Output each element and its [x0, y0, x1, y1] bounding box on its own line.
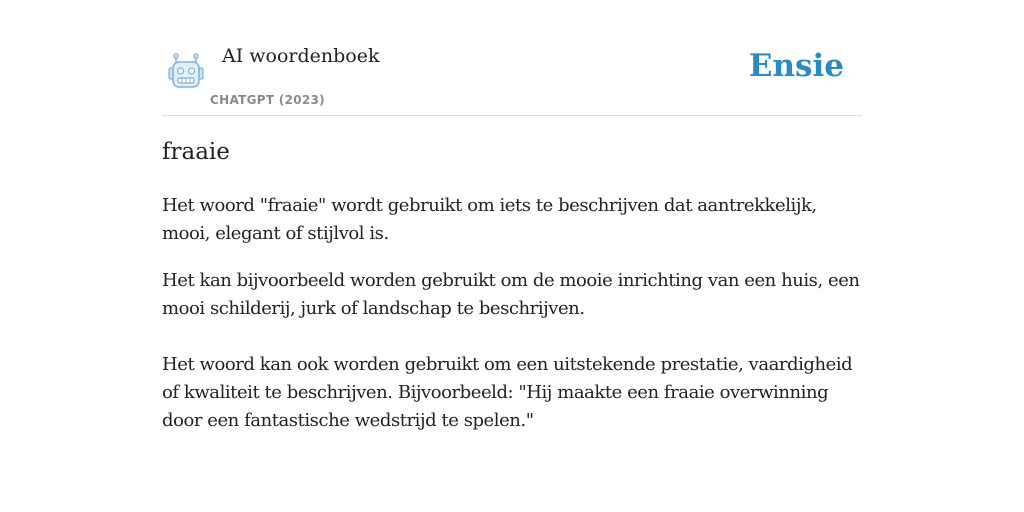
- brand-logo[interactable]: Ensie: [748, 48, 844, 84]
- definition-paragraph: Het kan bijvoorbeeld worden gebruikt om de mooie inrichting van een huis, een mooi schilderij, jurk of landschap te beschrijven.: [162, 270, 860, 319]
- definition-paragraph: Het woord kan ook worden gebruikt om een uitstekende prestatie, vaardigheid of kwaliteit te beschrijven. Bijvoorbeeld: "Hij maakte een fraaie overwinning door een fantastische wedstrijd te spelen.": [162, 354, 853, 431]
- definition-paragraph: Het woord "fraaie" wordt gebruikt om iets te beschrijven dat aantrekkelijk, mooi, elegant of stijlvol is.: [162, 195, 817, 244]
- source-label: CHATGPT (2023): [210, 93, 325, 107]
- definition: [162, 192, 862, 435]
- robot-icon: [166, 52, 206, 92]
- dictionary-name: AI woordenboek: [222, 45, 380, 67]
- entry-header: [162, 38, 862, 116]
- headword: fraaie: [162, 139, 230, 165]
